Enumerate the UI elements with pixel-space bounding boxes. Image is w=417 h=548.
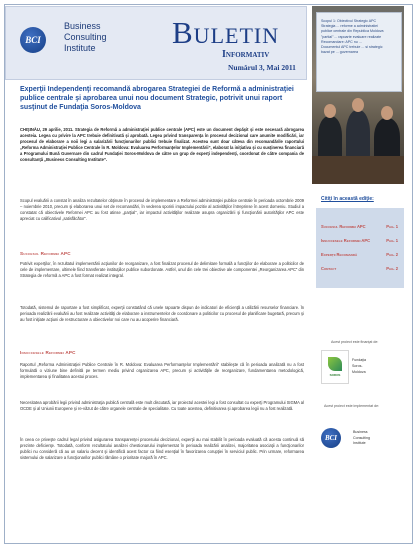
soros-logo: SOROS bbox=[321, 350, 349, 384]
article-lead: CHIŞINĂU, 29 aprilie, 2011. Strategia de Reformă a administraţiei publice centrale (APC) este un document depăşit şi este necesară abrogarea acesteia. Legea cu privire la APC trebuie definitivată şi aprobată. Legea privind transparenţa în procesul decizional care anumite modificări, iar procesul de elaborare a noii legi a salarizării funcţionarilor publici trebuie finalizat. Acestea sunt doar câteva din recomandările raportului „Reforma Administraţiei Publice Centrale în R. Moldova: Evaluarea Performanţelor Implementării”, elaborat la iniţiativa şi cu susţinerea financiară a Programului Bună Guvernare din cadrul Fundaţiei Soros-Moldova de către un grup de experţi independenţi, coordonat de către compania de consultanţă „Business Consulting Institute”. bbox=[20, 127, 304, 162]
article-paragraph: În ceea ce priveşte cadrul legal privind asigurarea transparenţei procesului decizional, experţii au mai stabilit în perioada evaluată că acesta continuă să prezinte deficienţe. Totodată, conform rezultatului analizei chestionarului implementat în perioada realizării analizei, majoritatea asociaţii a funcţionarilor publici nu consideră că au un salariu decent şi identifică acest factor ca fiind esenţial în favorizarea corupţiei în serviciul public. Prin urmare, reformarea sistemului de salarizare a funcţionarilor publici rămâne o prioritate majoră în APC. bbox=[20, 437, 304, 460]
masthead bbox=[5, 6, 307, 80]
person-head bbox=[324, 104, 336, 118]
article-headline: Experţii Independenţi recomandă abrogarea Strategiei de Reformă a administraţiei publice centrale şi aprobarea unui nou document Strategic, potrivit unui raport susţinut de Fundaţia Soros-Moldova bbox=[20, 86, 294, 111]
bulletin-title: Buletin bbox=[172, 15, 280, 50]
section-title-success: Succesul Reformei APC bbox=[20, 251, 71, 256]
person-figure bbox=[374, 118, 400, 160]
article-paragraph: Totodată, sistemul de raportare a fost simplificat, experţii constatând că unele rapoarte dispun de indicatori de eficienţă a utilizării resurselor financiare. În perioada realizării evaluării au fost realizate activităţi de elaborare a instrumentelor de coordonare a politicilor cu procesul de planificare bugetară, precum şi au fost iniţiate acţiuni de restructurare a obiectivelor noi care nu au acoperire financiară. bbox=[20, 305, 304, 322]
meeting-photo bbox=[312, 6, 404, 184]
toc-item[interactable]: Insuccesele Reformei APC Pag. 1 bbox=[321, 237, 398, 243]
bci-logo: BCI bbox=[20, 27, 46, 53]
org-name-line: Institute bbox=[64, 43, 96, 53]
person-head bbox=[352, 98, 364, 112]
screen-text: Scopul 1: Obiectivul Strategic APC Strategia ... reforme a administratiei publice centrale din Republica Moldova "partial" ... rapoarte evaluare realizate Recomandare: APC nu ... Documentul APC trebuie ... si strategic bazat pe ... guvernarea bbox=[321, 19, 384, 55]
org-name bbox=[64, 21, 144, 54]
bci-logo-small: BCI bbox=[321, 428, 341, 448]
org-name-line: Consulting bbox=[64, 32, 107, 42]
partner-name: Fundaţia Soros- Moldova bbox=[352, 358, 366, 374]
article-paragraph: Necesitatea aprobării legii privind administraţia publică centrală este mult discutată, iar proiectul acestei legi a fost consultat cu experţi Programului SIGMA al OCDE şi al Uniunii Europene şi re-văzut de către organele centrale de specialitate. Cu toate acestea, definitivarea şi aprobarea legii nu a fost realizată. bbox=[20, 400, 304, 411]
person-figure bbox=[346, 110, 370, 160]
implementer-name: Business Consulting Institute bbox=[353, 430, 370, 445]
implemented-by-label: Acest proiect este implementat de: bbox=[324, 404, 380, 408]
leaf-icon bbox=[328, 357, 342, 371]
financed-by-label: Acest proiect este finanţat de: bbox=[331, 340, 379, 344]
toc-item[interactable]: Contact Pag. 2 bbox=[321, 265, 398, 271]
toc-item[interactable]: Experţii Recomandă Pag. 2 bbox=[321, 251, 398, 257]
toc-title: Citiţi în această ediţie: bbox=[321, 196, 374, 202]
org-name-line: Business bbox=[64, 21, 101, 31]
projection-screen bbox=[316, 12, 402, 92]
person-head bbox=[381, 106, 393, 120]
issue-number: Numărul 3, Mai 2011 bbox=[228, 63, 296, 72]
table-of-contents bbox=[316, 208, 404, 288]
article-paragraph: Potrivit experţilor, în rezultatul implementării acţiunilor de reorganizare, a fost finalizat procesul de delimitare formală a funcţiilor de elaborare a politicilor de cele de implementare, ultimele fiind transferate instituţiilor publice subordonate. Astfel, unul din cele trei obiective ale componentei „Reorganizarea APC” din Strategia de reformă a APC a fost format realizat integral. bbox=[20, 261, 304, 278]
article-paragraph: Scopul evaluării a constat în analiza rezultatelor obţinute în procesul de implementare a Reformei administraţiei publice centrale în perioada octombrie 2009 – noiembrie 2010, precum şi elaborarea unui set de recomandări, în vederea sporirii impactului pozitiv al activităţilor întreprinse în acest domeniu. Studiul a constatat că obiectivele Reformei APC au fost atinse „parţial”, iar impactul activităţilor realizate asupra organizării şi funcţionării autorităţilor APC este apreciat cu calificativul „satisfăcător”. bbox=[20, 198, 304, 221]
person-figure bbox=[318, 116, 342, 160]
bulletin-subtitle: Informativ bbox=[222, 49, 270, 60]
toc-item[interactable]: Succesul Reformei APC Pag. 1 bbox=[321, 223, 398, 229]
section-title-failures: Insuccesele Reformei APC bbox=[20, 350, 76, 355]
article-paragraph: Raportul „Reforma Administraţiei Publice Centrale în R. Moldova: Evaluarea Performanţelor Implementării” stabileşte că în perioada analizată nu a fost formulată o viziune bine definită pe termen mediu privind organizarea APC, precum şi activităţile de reorganizare, fundamentarea metodologică, implementarea şi finalitatea acestui proces. bbox=[20, 362, 304, 379]
table bbox=[312, 156, 404, 184]
